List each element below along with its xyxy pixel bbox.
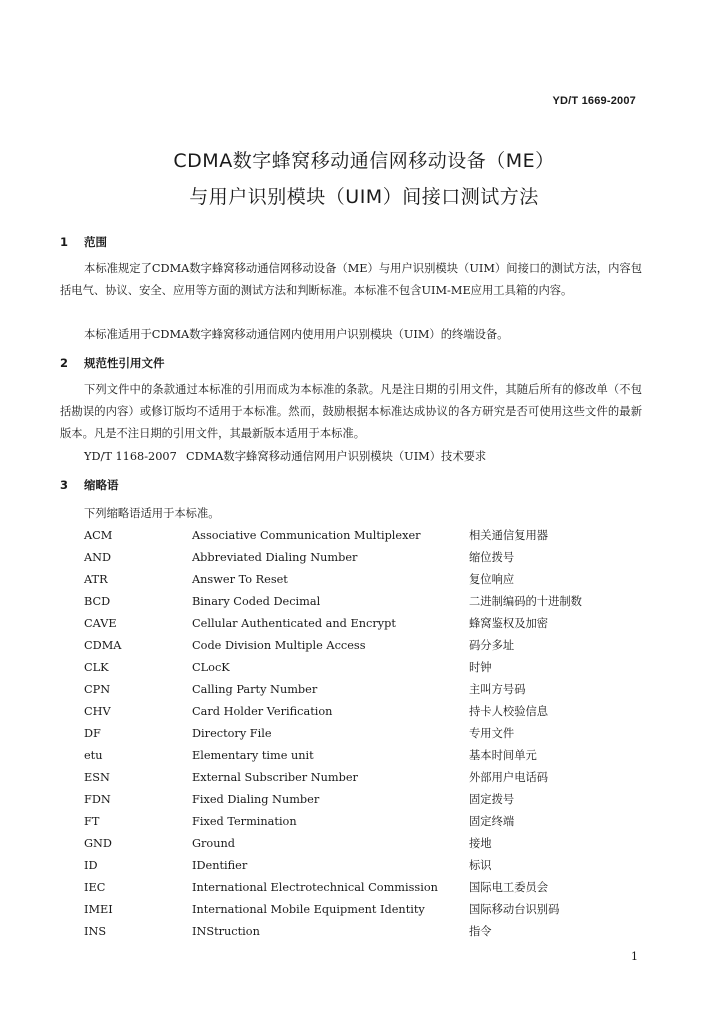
section-number: 1 <box>60 235 69 249</box>
chinese-term: 相关通信复用器 <box>469 529 549 542</box>
abbreviation: DF <box>84 726 101 740</box>
abbreviation-row <box>84 634 629 656</box>
abbreviation: CHV <box>84 704 111 718</box>
abbreviation-row <box>84 788 629 810</box>
reference-code: YD/T 1168-2007 <box>84 450 177 463</box>
abbreviation-row <box>84 766 629 788</box>
chinese-term: 专用文件 <box>469 727 515 740</box>
chinese-term: 指令 <box>469 925 492 938</box>
english-term: Ground <box>192 836 236 850</box>
english-term: Binary Coded Decimal <box>192 594 321 608</box>
abbreviation: ID <box>84 858 98 872</box>
chinese-term: 标识 <box>469 859 492 872</box>
section-number: 3 <box>60 478 69 492</box>
abbreviation: BCD <box>84 594 111 608</box>
section-2-heading <box>60 355 165 371</box>
english-term: CLocK <box>192 660 230 674</box>
chinese-term: 持卡人校验信息 <box>469 705 549 718</box>
section-2-paragraph-1: 下列文件中的条款通过本标准的引用而成为本标准的条款。凡是注日期的引用文件，其随后所有的修改单（不包括勘误的内容）或修订版均不适用于本标准。然而，鼓励根据本标准达成协议的各方研究是否可使用这些文件的最新版本。凡是不注日期的引用文件，其最新版本适用于本标准。 <box>60 383 642 440</box>
english-term: Card Holder Verification <box>192 704 333 718</box>
chinese-term: 接地 <box>469 837 492 850</box>
english-term: International Electrotechnical Commission <box>192 880 438 894</box>
chinese-term: 时钟 <box>469 661 492 674</box>
page-number: 1 <box>631 950 638 963</box>
abbreviation-row <box>84 832 629 854</box>
normative-reference <box>84 448 486 464</box>
english-term: Code Division Multiple Access <box>192 638 366 652</box>
abbreviation: CDMA <box>84 638 122 652</box>
section-1-heading <box>60 234 107 250</box>
abbreviation: GND <box>84 836 112 850</box>
abbreviation: ACM <box>84 528 113 542</box>
section-1-paragraph-1: 本标准规定了CDMA数字蜂窝移动通信网移动设备（ME）与用户识别模块（UIM）间接口的测试方法，内容包括电气、协议、安全、应用等方面的测试方法和判断标准。本标准不包含UIM-ME应用工具箱的内容。 <box>60 262 642 297</box>
english-term: Calling Party Number <box>192 682 318 696</box>
english-term: Fixed Termination <box>192 814 297 828</box>
reference-title: CDMA数字蜂窝移动通信网用户识别模块（UIM）技术要求 <box>186 450 487 463</box>
abbreviation-row <box>84 744 629 766</box>
english-term: Fixed Dialing Number <box>192 792 320 806</box>
abbreviation: AND <box>84 550 112 564</box>
abbreviation: INS <box>84 924 107 938</box>
abbreviation: FT <box>84 814 100 828</box>
abbreviation: CAVE <box>84 616 117 630</box>
section-title: 范围 <box>84 235 107 249</box>
section-1-paragraph-2: 本标准适用于CDMA数字蜂窝移动通信网内使用用户识别模块（UIM）的终端设备。 <box>84 328 509 341</box>
section-3-heading <box>60 477 119 493</box>
chinese-term: 国际移动台识别码 <box>469 903 560 916</box>
english-term: International Mobile Equipment Identity <box>192 902 425 916</box>
section-title: 规范性引用文件 <box>84 356 165 370</box>
english-term: IDentifier <box>192 858 248 872</box>
abbreviation-row <box>84 524 629 546</box>
abbreviation-row <box>84 722 629 744</box>
abbreviation: CLK <box>84 660 109 674</box>
abbreviation-row <box>84 590 629 612</box>
chinese-term: 蜂窝鉴权及加密 <box>469 617 549 630</box>
abbreviation: IEC <box>84 880 106 894</box>
english-term: Abbreviated Dialing Number <box>192 550 358 564</box>
abbreviation-row <box>84 898 629 920</box>
abbreviation-row <box>84 656 629 678</box>
chinese-term: 码分多址 <box>469 639 515 652</box>
abbreviation-row <box>84 568 629 590</box>
abbreviation: ESN <box>84 770 110 784</box>
standard-code: YD/T 1669-2007 <box>552 95 636 107</box>
abbreviation-row <box>84 920 629 942</box>
chinese-term: 缩位拨号 <box>469 551 515 564</box>
abbreviation: etu <box>84 748 103 762</box>
chinese-term: 基本时间单元 <box>469 749 537 762</box>
english-term: INStruction <box>192 924 260 938</box>
abbreviation: FDN <box>84 792 111 806</box>
section-title: 缩略语 <box>84 478 119 492</box>
abbreviation-row <box>84 612 629 634</box>
abbreviation-row <box>84 700 629 722</box>
abbreviations-table <box>84 524 629 942</box>
chinese-term: 二进制编码的十进制数 <box>469 595 582 608</box>
chinese-term: 复位响应 <box>469 573 515 586</box>
document-title-line-2: 与用户识别模块（UIM）间接口测试方法 <box>189 186 539 208</box>
english-term: Elementary time unit <box>192 748 314 762</box>
abbreviations-intro: 下列缩略语适用于本标准。 <box>84 507 220 520</box>
abbreviation: IMEI <box>84 902 113 916</box>
english-term: Directory File <box>192 726 272 740</box>
chinese-term: 固定终端 <box>469 815 515 828</box>
abbreviation-row <box>84 678 629 700</box>
abbreviation-row <box>84 546 629 568</box>
abbreviation: ATR <box>84 572 108 586</box>
abbreviation: CPN <box>84 682 111 696</box>
english-term: Cellular Authenticated and Encrypt <box>192 616 396 630</box>
abbreviation-row <box>84 810 629 832</box>
section-number: 2 <box>60 356 69 370</box>
chinese-term: 外部用户电话码 <box>469 771 549 784</box>
chinese-term: 国际电工委员会 <box>469 881 549 894</box>
english-term: External Subscriber Number <box>192 770 358 784</box>
abbreviation-row <box>84 854 629 876</box>
chinese-term: 固定拨号 <box>469 793 515 806</box>
document-title-line-1: CDMA数字蜂窝移动通信网移动设备（ME） <box>173 150 555 172</box>
abbreviation-row <box>84 876 629 898</box>
chinese-term: 主叫方号码 <box>469 683 526 696</box>
english-term: Associative Communication Multiplexer <box>192 528 421 542</box>
english-term: Answer To Reset <box>192 572 288 586</box>
